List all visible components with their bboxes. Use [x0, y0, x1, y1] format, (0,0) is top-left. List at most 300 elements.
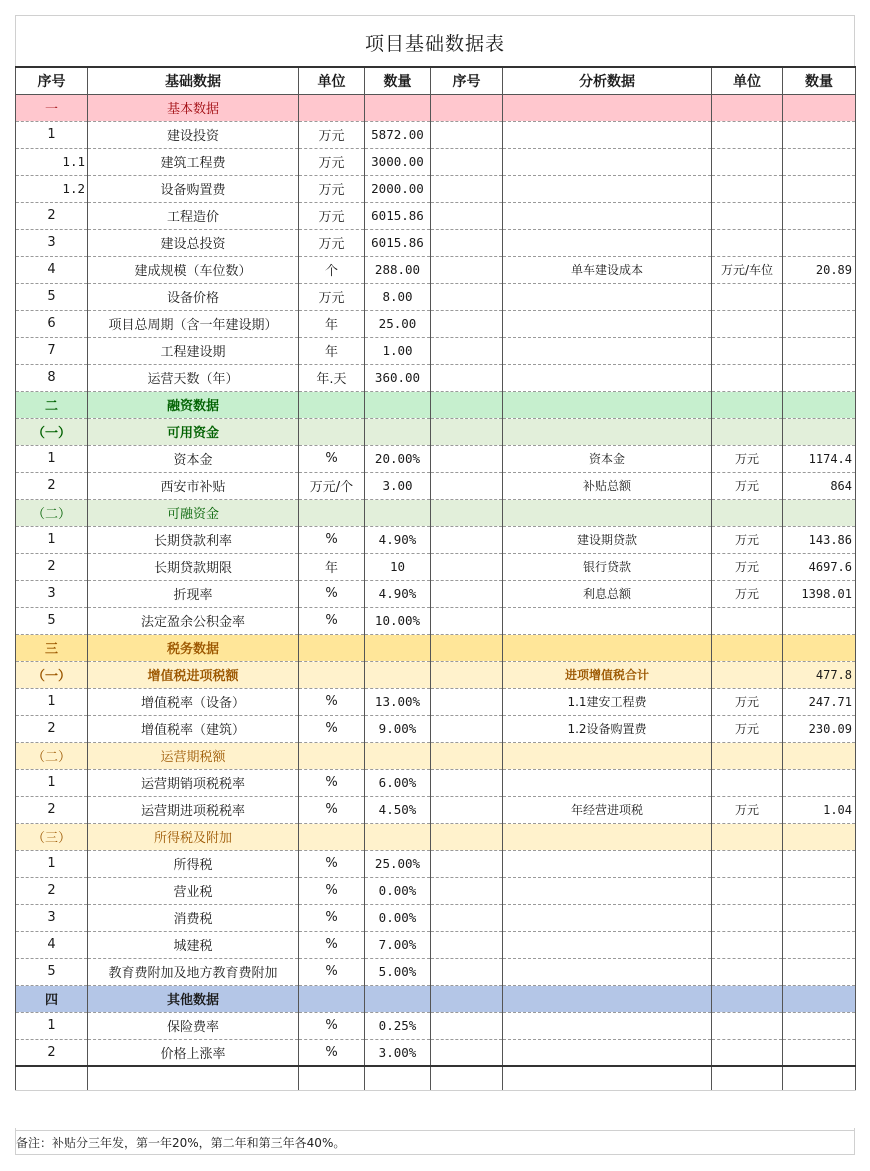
- item-unit: 年: [299, 553, 365, 580]
- analysis-unit: [712, 283, 783, 310]
- item-value: [365, 94, 431, 121]
- table-row: [16, 904, 856, 931]
- analysis-value: [783, 148, 856, 175]
- analysis-value: [783, 310, 856, 337]
- analysis-name: [503, 850, 712, 877]
- analysis-value: [783, 175, 856, 202]
- item-unit: %: [299, 850, 365, 877]
- analysis-index: [431, 94, 503, 121]
- row-index: 3: [16, 904, 88, 931]
- item-name: 营业税: [88, 877, 299, 904]
- header-cell: 分析数据: [503, 67, 712, 94]
- table-row: [16, 337, 856, 364]
- empty-cell: [712, 1066, 783, 1090]
- item-name: 资本金: [88, 445, 299, 472]
- analysis-name: 建设期贷款: [503, 526, 712, 553]
- item-name: 设备价格: [88, 283, 299, 310]
- analysis-value: [783, 202, 856, 229]
- row-index: 1: [16, 688, 88, 715]
- analysis-value: [783, 823, 856, 850]
- analysis-unit: [712, 931, 783, 958]
- header-cell: 单位: [712, 67, 783, 94]
- analysis-name: [503, 985, 712, 1012]
- item-value: 4.50%: [365, 796, 431, 823]
- analysis-name: [503, 310, 712, 337]
- analysis-unit: [712, 1039, 783, 1066]
- item-value: [365, 661, 431, 688]
- item-name: 工程造价: [88, 202, 299, 229]
- analysis-value: [783, 283, 856, 310]
- analysis-value: [783, 958, 856, 985]
- item-unit: 年: [299, 310, 365, 337]
- analysis-unit: [712, 850, 783, 877]
- row-index: 2: [16, 715, 88, 742]
- table-row: [16, 202, 856, 229]
- analysis-value: 1174.4: [783, 445, 856, 472]
- item-unit: 万元/个: [299, 472, 365, 499]
- analysis-unit: 万元: [712, 580, 783, 607]
- analysis-index: [431, 904, 503, 931]
- item-value: 7.00%: [365, 931, 431, 958]
- row-index: （三）: [16, 823, 88, 850]
- analysis-unit: [712, 121, 783, 148]
- table-row: [16, 148, 856, 175]
- item-value: 2000.00: [365, 175, 431, 202]
- item-value: 20.00%: [365, 445, 431, 472]
- analysis-name: [503, 931, 712, 958]
- table-row: [16, 121, 856, 148]
- item-unit: 个: [299, 256, 365, 283]
- analysis-name: [503, 175, 712, 202]
- item-name: 长期贷款期限: [88, 553, 299, 580]
- analysis-index: [431, 607, 503, 634]
- analysis-name: [503, 877, 712, 904]
- empty-cell: [783, 1066, 856, 1090]
- item-unit: [299, 94, 365, 121]
- section-row: [16, 742, 856, 769]
- item-value: 0.00%: [365, 904, 431, 931]
- analysis-index: [431, 445, 503, 472]
- item-unit: %: [299, 526, 365, 553]
- item-value: 25.00%: [365, 850, 431, 877]
- analysis-index: [431, 391, 503, 418]
- item-name: 教育费附加及地方教育费附加: [88, 958, 299, 985]
- analysis-index: [431, 364, 503, 391]
- section-row: [16, 661, 856, 688]
- analysis-index: [431, 985, 503, 1012]
- analysis-unit: 万元: [712, 688, 783, 715]
- analysis-unit: [712, 499, 783, 526]
- row-index: 6: [16, 310, 88, 337]
- row-index: 2: [16, 1039, 88, 1066]
- item-value: [365, 634, 431, 661]
- row-index: 一: [16, 94, 88, 121]
- analysis-index: [431, 958, 503, 985]
- item-value: 13.00%: [365, 688, 431, 715]
- item-name: 增值税进项税额: [88, 661, 299, 688]
- analysis-index: [431, 202, 503, 229]
- table-row: [16, 526, 856, 553]
- analysis-unit: [712, 877, 783, 904]
- analysis-name: 1.2设备购置费: [503, 715, 712, 742]
- item-name: 法定盈余公积金率: [88, 607, 299, 634]
- analysis-name: [503, 634, 712, 661]
- item-unit: [299, 742, 365, 769]
- table-row: [16, 580, 856, 607]
- row-index: （一）: [16, 661, 88, 688]
- item-value: [365, 985, 431, 1012]
- row-index: 1: [16, 526, 88, 553]
- analysis-index: [431, 823, 503, 850]
- analysis-name: [503, 958, 712, 985]
- row-index: 5: [16, 283, 88, 310]
- item-name: 基本数据: [88, 94, 299, 121]
- analysis-index: [431, 310, 503, 337]
- item-name: 设备购置费: [88, 175, 299, 202]
- item-value: [365, 499, 431, 526]
- analysis-unit: [712, 742, 783, 769]
- row-index: （二）: [16, 499, 88, 526]
- table-row: [16, 931, 856, 958]
- item-unit: %: [299, 1039, 365, 1066]
- row-index: （一）: [16, 418, 88, 445]
- analysis-value: [783, 877, 856, 904]
- analysis-name: [503, 823, 712, 850]
- analysis-name: 单车建设成本: [503, 256, 712, 283]
- item-unit: %: [299, 580, 365, 607]
- analysis-unit: 万元: [712, 553, 783, 580]
- analysis-index: [431, 688, 503, 715]
- table-row: [16, 175, 856, 202]
- item-value: 10: [365, 553, 431, 580]
- analysis-name: [503, 148, 712, 175]
- item-name: 所得税及附加: [88, 823, 299, 850]
- analysis-unit: [712, 337, 783, 364]
- row-index: 1: [16, 445, 88, 472]
- empty-cell: [16, 1066, 88, 1090]
- analysis-index: [431, 1012, 503, 1039]
- item-unit: 万元: [299, 283, 365, 310]
- row-index: （二）: [16, 742, 88, 769]
- item-unit: %: [299, 958, 365, 985]
- analysis-index: [431, 850, 503, 877]
- analysis-unit: [712, 418, 783, 445]
- empty-cell: [503, 1066, 712, 1090]
- item-value: 360.00: [365, 364, 431, 391]
- analysis-unit: [712, 769, 783, 796]
- analysis-name: 进项增值税合计: [503, 661, 712, 688]
- analysis-index: [431, 121, 503, 148]
- row-index: 4: [16, 256, 88, 283]
- item-value: 9.00%: [365, 715, 431, 742]
- item-value: 6015.86: [365, 229, 431, 256]
- table-row: [16, 364, 856, 391]
- item-unit: [299, 391, 365, 418]
- row-index: 2: [16, 877, 88, 904]
- table-row: [16, 688, 856, 715]
- table-row: [16, 553, 856, 580]
- item-name: 增值税率（设备）: [88, 688, 299, 715]
- analysis-unit: [712, 148, 783, 175]
- analysis-index: [431, 283, 503, 310]
- row-index: 1.2: [16, 175, 88, 202]
- analysis-name: [503, 337, 712, 364]
- row-index: 7: [16, 337, 88, 364]
- analysis-unit: [712, 229, 783, 256]
- row-index: 3: [16, 580, 88, 607]
- analysis-unit: [712, 175, 783, 202]
- analysis-index: [431, 472, 503, 499]
- analysis-unit: [712, 607, 783, 634]
- section-row: [16, 499, 856, 526]
- analysis-name: [503, 418, 712, 445]
- empty-cell: [299, 1066, 365, 1090]
- item-value: 3.00%: [365, 1039, 431, 1066]
- section-row: [16, 823, 856, 850]
- table-row: [16, 445, 856, 472]
- analysis-value: [783, 418, 856, 445]
- analysis-unit: [712, 364, 783, 391]
- row-index: 1.1: [16, 148, 88, 175]
- item-unit: 万元: [299, 148, 365, 175]
- analysis-value: [783, 499, 856, 526]
- note-frame: [854, 1128, 855, 1154]
- item-unit: [299, 985, 365, 1012]
- item-value: 6.00%: [365, 769, 431, 796]
- item-unit: [299, 661, 365, 688]
- analysis-name: [503, 769, 712, 796]
- analysis-value: 230.09: [783, 715, 856, 742]
- item-name: 建筑工程费: [88, 148, 299, 175]
- analysis-unit: [712, 94, 783, 121]
- item-name: 运营期销项税税率: [88, 769, 299, 796]
- analysis-unit: [712, 985, 783, 1012]
- analysis-value: 1398.01: [783, 580, 856, 607]
- table-row: [16, 769, 856, 796]
- item-value: 0.00%: [365, 877, 431, 904]
- analysis-value: [783, 931, 856, 958]
- analysis-value: 1.04: [783, 796, 856, 823]
- data-sheet: [15, 15, 855, 1091]
- analysis-index: [431, 229, 503, 256]
- header-cell: 单位: [299, 67, 365, 94]
- table-row: [16, 472, 856, 499]
- table-row: [16, 310, 856, 337]
- section-row: [16, 94, 856, 121]
- analysis-unit: 万元/车位: [712, 256, 783, 283]
- analysis-value: [783, 769, 856, 796]
- analysis-unit: [712, 391, 783, 418]
- item-unit: %: [299, 607, 365, 634]
- analysis-name: [503, 202, 712, 229]
- item-unit: %: [299, 688, 365, 715]
- blank-row: [16, 1066, 856, 1090]
- analysis-index: [431, 553, 503, 580]
- item-name: 增值税率（建筑）: [88, 715, 299, 742]
- item-value: 288.00: [365, 256, 431, 283]
- item-unit: 万元: [299, 175, 365, 202]
- analysis-index: [431, 499, 503, 526]
- row-index: 三: [16, 634, 88, 661]
- item-unit: %: [299, 445, 365, 472]
- analysis-value: [783, 391, 856, 418]
- item-value: 5.00%: [365, 958, 431, 985]
- item-value: 6015.86: [365, 202, 431, 229]
- table-row: [16, 715, 856, 742]
- row-index: 5: [16, 607, 88, 634]
- analysis-index: [431, 931, 503, 958]
- section-row: [16, 418, 856, 445]
- item-unit: %: [299, 904, 365, 931]
- analysis-index: [431, 796, 503, 823]
- item-unit: 万元: [299, 229, 365, 256]
- item-unit: %: [299, 877, 365, 904]
- item-unit: [299, 418, 365, 445]
- item-name: 运营期进项税税率: [88, 796, 299, 823]
- analysis-unit: [712, 634, 783, 661]
- analysis-name: [503, 94, 712, 121]
- analysis-name: [503, 229, 712, 256]
- analysis-name: 银行贷款: [503, 553, 712, 580]
- item-name: 价格上涨率: [88, 1039, 299, 1066]
- analysis-value: [783, 337, 856, 364]
- item-value: 3000.00: [365, 148, 431, 175]
- analysis-unit: [712, 661, 783, 688]
- analysis-name: [503, 607, 712, 634]
- item-value: 10.00%: [365, 607, 431, 634]
- analysis-unit: 万元: [712, 526, 783, 553]
- analysis-index: [431, 769, 503, 796]
- analysis-index: [431, 526, 503, 553]
- table-row: [16, 1012, 856, 1039]
- analysis-value: 247.71: [783, 688, 856, 715]
- item-unit: 年.天: [299, 364, 365, 391]
- row-index: 1: [16, 850, 88, 877]
- item-unit: %: [299, 931, 365, 958]
- analysis-index: [431, 742, 503, 769]
- item-name: 融资数据: [88, 391, 299, 418]
- empty-cell: [88, 1066, 299, 1090]
- analysis-unit: [712, 904, 783, 931]
- item-value: [365, 391, 431, 418]
- analysis-value: [783, 229, 856, 256]
- item-name: 西安市补贴: [88, 472, 299, 499]
- row-index: 4: [16, 931, 88, 958]
- analysis-name: [503, 364, 712, 391]
- row-index: 2: [16, 202, 88, 229]
- item-value: 4.90%: [365, 580, 431, 607]
- table-row: [16, 256, 856, 283]
- table-row: [16, 850, 856, 877]
- analysis-index: [431, 175, 503, 202]
- analysis-name: [503, 904, 712, 931]
- note-frame: [15, 1154, 855, 1155]
- analysis-name: [503, 499, 712, 526]
- table-row: [16, 1039, 856, 1066]
- item-name: 建设总投资: [88, 229, 299, 256]
- analysis-unit: [712, 823, 783, 850]
- analysis-name: [503, 391, 712, 418]
- analysis-name: [503, 1012, 712, 1039]
- item-unit: 年: [299, 337, 365, 364]
- analysis-value: [783, 742, 856, 769]
- item-name: 税务数据: [88, 634, 299, 661]
- analysis-index: [431, 634, 503, 661]
- header-cell: 序号: [431, 67, 503, 94]
- analysis-unit: [712, 310, 783, 337]
- analysis-name: [503, 283, 712, 310]
- analysis-unit: [712, 1012, 783, 1039]
- analysis-value: [783, 985, 856, 1012]
- item-name: 工程建设期: [88, 337, 299, 364]
- analysis-value: 864: [783, 472, 856, 499]
- analysis-name: 年经营进项税: [503, 796, 712, 823]
- analysis-index: [431, 256, 503, 283]
- analysis-value: [783, 904, 856, 931]
- row-index: 2: [16, 472, 88, 499]
- item-value: 8.00: [365, 283, 431, 310]
- item-value: [365, 742, 431, 769]
- analysis-unit: [712, 958, 783, 985]
- item-value: 5872.00: [365, 121, 431, 148]
- item-name: 项目总周期（含一年建设期）: [88, 310, 299, 337]
- header-cell: 数量: [365, 67, 431, 94]
- item-name: 建设投资: [88, 121, 299, 148]
- section-row: [16, 985, 856, 1012]
- analysis-index: [431, 148, 503, 175]
- analysis-value: [783, 634, 856, 661]
- item-unit: [299, 823, 365, 850]
- section-row: [16, 634, 856, 661]
- row-index: 四: [16, 985, 88, 1012]
- item-value: [365, 418, 431, 445]
- item-unit: %: [299, 769, 365, 796]
- sheet-title: 项目基础数据表: [15, 15, 855, 66]
- analysis-name: [503, 1039, 712, 1066]
- row-index: 8: [16, 364, 88, 391]
- footnote: 备注：补贴分三年发，第一年20%，第二年和第三年各40%。: [16, 1136, 346, 1150]
- analysis-name: 1.1建安工程费: [503, 688, 712, 715]
- item-unit: %: [299, 715, 365, 742]
- item-unit: 万元: [299, 121, 365, 148]
- item-name: 运营期税额: [88, 742, 299, 769]
- header-cell: 数量: [783, 67, 856, 94]
- analysis-name: 补贴总额: [503, 472, 712, 499]
- analysis-name: [503, 742, 712, 769]
- analysis-value: [783, 850, 856, 877]
- analysis-value: [783, 364, 856, 391]
- item-name: 消费税: [88, 904, 299, 931]
- analysis-name: 利息总额: [503, 580, 712, 607]
- analysis-index: [431, 418, 503, 445]
- analysis-value: [783, 1039, 856, 1066]
- item-value: 3.00: [365, 472, 431, 499]
- analysis-value: [783, 94, 856, 121]
- item-value: 1.00: [365, 337, 431, 364]
- item-name: 所得税: [88, 850, 299, 877]
- item-name: 可用资金: [88, 418, 299, 445]
- item-unit: 万元: [299, 202, 365, 229]
- row-index: 1: [16, 769, 88, 796]
- row-index: 2: [16, 796, 88, 823]
- item-unit: %: [299, 1012, 365, 1039]
- table-row: [16, 283, 856, 310]
- header-row: [16, 67, 856, 94]
- note-divider: [15, 1130, 855, 1131]
- item-value: 4.90%: [365, 526, 431, 553]
- item-value: 0.25%: [365, 1012, 431, 1039]
- item-name: 保险费率: [88, 1012, 299, 1039]
